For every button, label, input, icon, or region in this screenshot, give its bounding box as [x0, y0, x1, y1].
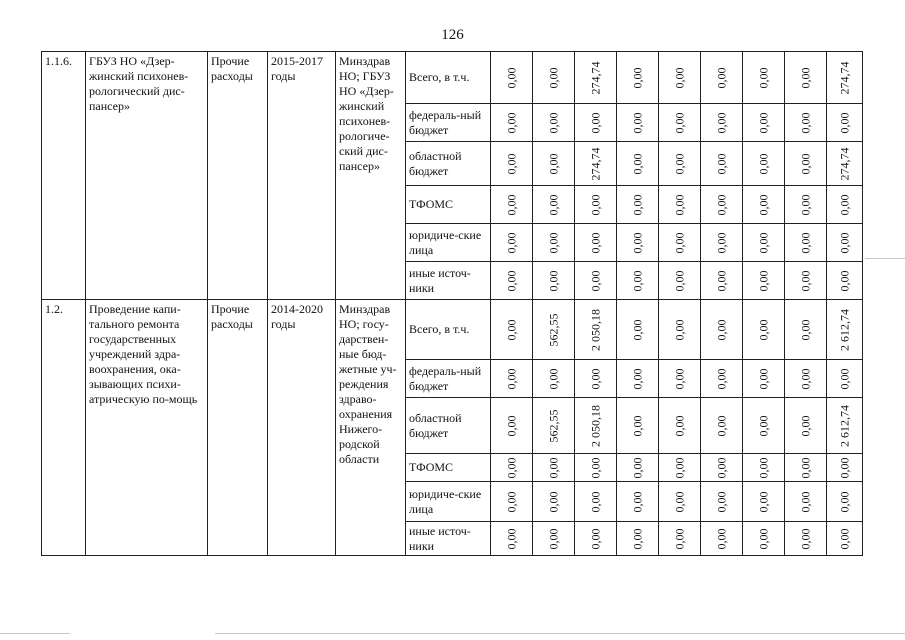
funding-table	[41, 51, 863, 556]
funding-value: 0,00	[672, 491, 686, 512]
funding-value-cell	[491, 398, 533, 454]
funding-value-cell	[827, 300, 863, 360]
funding-value-cell	[743, 224, 785, 262]
funding-value-cell	[659, 52, 701, 104]
activity-name: ГБУЗ НО «Дзер-жинский психонев-рологический дис-пансер»	[86, 52, 208, 300]
funding-value: 0,00	[756, 457, 770, 478]
funding-value-cell	[491, 104, 533, 142]
funding-value-cell	[701, 52, 743, 104]
funding-value: 0,00	[798, 153, 812, 174]
funding-value: 0,00	[714, 368, 728, 389]
funding-value: 0,00	[756, 270, 770, 291]
funding-source: федераль-ный бюджет	[406, 104, 491, 142]
funding-value-cell	[785, 522, 827, 556]
funding-value-cell	[617, 398, 659, 454]
scan-line	[0, 633, 70, 634]
funding-value: 0,00	[672, 415, 686, 436]
funding-value-cell	[701, 300, 743, 360]
funding-value: 0,00	[546, 232, 560, 253]
funding-value: 0,00	[504, 112, 518, 133]
funding-value-cell	[785, 186, 827, 224]
funding-value-cell	[575, 398, 617, 454]
funding-value-cell	[491, 52, 533, 104]
funding-value: 0,00	[546, 457, 560, 478]
funding-value: 0,00	[672, 270, 686, 291]
funding-value-cell	[659, 142, 701, 186]
funding-value: 2 050,18	[588, 404, 602, 447]
funding-value: 0,00	[630, 153, 644, 174]
funding-value: 0,00	[714, 528, 728, 549]
funding-value: 0,00	[714, 457, 728, 478]
funding-value: 274,74	[588, 147, 602, 180]
funding-value-cell	[491, 482, 533, 522]
funding-value: 0,00	[588, 457, 602, 478]
funding-value: 0,00	[798, 194, 812, 215]
funding-value: 0,00	[504, 232, 518, 253]
executor: Минздрав НО; ГБУЗ НО «Дзер-жинский психонев-рологиче-ский дис-пансер»	[336, 52, 406, 300]
funding-value: 0,00	[630, 528, 644, 549]
funding-value-cell	[491, 262, 533, 300]
funding-value: 0,00	[837, 457, 851, 478]
funding-value-cell	[827, 142, 863, 186]
funding-value: 0,00	[756, 528, 770, 549]
funding-value-cell	[659, 224, 701, 262]
funding-value-cell	[827, 104, 863, 142]
funding-value: 0,00	[798, 270, 812, 291]
funding-value: 0,00	[672, 67, 686, 88]
activity-name: Проведение капи-тального ремонта государственных учреждений здра-воохранения, ока-зывающих психи-атрическую по-мощь	[86, 300, 208, 556]
funding-value: 0,00	[546, 67, 560, 88]
table-row	[42, 52, 863, 104]
funding-value: 0,00	[714, 67, 728, 88]
funding-source: федераль-ный бюджет	[406, 360, 491, 398]
funding-source: областной бюджет	[406, 142, 491, 186]
funding-value-cell	[575, 522, 617, 556]
expense-type: Прочие расходы	[208, 52, 268, 300]
funding-value-cell	[491, 224, 533, 262]
funding-value: 562,55	[546, 313, 560, 346]
funding-value-cell	[575, 454, 617, 482]
funding-value-cell	[659, 482, 701, 522]
funding-value: 0,00	[798, 457, 812, 478]
funding-value: 0,00	[630, 457, 644, 478]
funding-value: 0,00	[798, 67, 812, 88]
funding-value-cell	[533, 104, 575, 142]
funding-value: 0,00	[504, 67, 518, 88]
funding-value: 0,00	[714, 270, 728, 291]
funding-value-cell	[659, 454, 701, 482]
funding-value: 0,00	[630, 194, 644, 215]
funding-source: ТФОМС	[406, 454, 491, 482]
funding-value: 0,00	[546, 368, 560, 389]
funding-value: 0,00	[756, 153, 770, 174]
funding-value-cell	[785, 454, 827, 482]
funding-value-cell	[533, 262, 575, 300]
funding-value: 0,00	[756, 232, 770, 253]
funding-value-cell	[533, 360, 575, 398]
funding-value-cell	[743, 522, 785, 556]
funding-value: 0,00	[588, 491, 602, 512]
funding-value-cell	[533, 398, 575, 454]
funding-value: 0,00	[756, 194, 770, 215]
funding-value: 0,00	[714, 232, 728, 253]
funding-value: 0,00	[546, 528, 560, 549]
funding-value: 0,00	[546, 112, 560, 133]
funding-value-cell	[659, 104, 701, 142]
funding-value-cell	[743, 142, 785, 186]
funding-value: 0,00	[798, 491, 812, 512]
funding-value-cell	[827, 224, 863, 262]
funding-value-cell	[659, 300, 701, 360]
funding-value-cell	[659, 360, 701, 398]
funding-value: 562,55	[546, 409, 560, 442]
funding-value: 0,00	[588, 232, 602, 253]
funding-value: 0,00	[672, 232, 686, 253]
funding-value: 0,00	[756, 112, 770, 133]
funding-value-cell	[701, 142, 743, 186]
funding-source: Всего, в т.ч.	[406, 300, 491, 360]
funding-value: 0,00	[714, 153, 728, 174]
funding-value-cell	[533, 52, 575, 104]
funding-value: 0,00	[714, 319, 728, 340]
funding-value-cell	[785, 104, 827, 142]
funding-value: 0,00	[504, 528, 518, 549]
implementation-period: 2015-2017 годы	[268, 52, 336, 300]
funding-value-cell	[617, 300, 659, 360]
funding-value-cell	[701, 454, 743, 482]
funding-value: 0,00	[837, 270, 851, 291]
funding-value: 0,00	[798, 415, 812, 436]
funding-value-cell	[617, 186, 659, 224]
funding-source: Всего, в т.ч.	[406, 52, 491, 104]
funding-value: 0,00	[504, 415, 518, 436]
funding-value-cell	[743, 262, 785, 300]
expense-type: Прочие расходы	[208, 300, 268, 556]
funding-value-cell	[701, 262, 743, 300]
funding-value-cell	[617, 224, 659, 262]
funding-value: 0,00	[588, 270, 602, 291]
funding-value: 0,00	[672, 194, 686, 215]
funding-value-cell	[743, 398, 785, 454]
funding-value-cell	[827, 52, 863, 104]
funding-source: юридиче-ские лица	[406, 224, 491, 262]
funding-value-cell	[491, 454, 533, 482]
funding-value: 0,00	[630, 270, 644, 291]
funding-value-cell	[617, 142, 659, 186]
funding-value-cell	[491, 142, 533, 186]
scan-line	[865, 258, 905, 259]
funding-value-cell	[491, 186, 533, 224]
row-code: 1.1.6.	[42, 52, 86, 300]
funding-value: 274,74	[837, 147, 851, 180]
funding-value-cell	[743, 104, 785, 142]
funding-value-cell	[659, 398, 701, 454]
funding-value-cell	[659, 522, 701, 556]
funding-value-cell	[533, 482, 575, 522]
funding-value-cell	[701, 360, 743, 398]
funding-value-cell	[575, 186, 617, 224]
funding-value: 0,00	[546, 491, 560, 512]
funding-source: ТФОМС	[406, 186, 491, 224]
funding-value: 0,00	[672, 153, 686, 174]
funding-value: 0,00	[756, 491, 770, 512]
scan-line	[215, 633, 905, 634]
funding-value-cell	[617, 262, 659, 300]
funding-value: 0,00	[798, 112, 812, 133]
funding-value-cell	[491, 522, 533, 556]
funding-value-cell	[617, 52, 659, 104]
funding-value: 0,00	[714, 415, 728, 436]
funding-value-cell	[659, 262, 701, 300]
funding-value-cell	[827, 522, 863, 556]
funding-value-cell	[533, 300, 575, 360]
funding-value-cell	[575, 300, 617, 360]
funding-value: 274,74	[837, 61, 851, 94]
funding-value-cell	[743, 52, 785, 104]
funding-value: 0,00	[714, 491, 728, 512]
funding-value-cell	[575, 52, 617, 104]
funding-value: 274,74	[588, 61, 602, 94]
funding-value: 0,00	[714, 194, 728, 215]
funding-value: 0,00	[546, 194, 560, 215]
funding-value-cell	[575, 224, 617, 262]
funding-value: 2 612,74	[837, 404, 851, 447]
implementation-period: 2014-2020 годы	[268, 300, 336, 556]
funding-value-cell	[491, 300, 533, 360]
funding-value-cell	[617, 482, 659, 522]
funding-value-cell	[575, 142, 617, 186]
funding-value: 0,00	[588, 528, 602, 549]
funding-source: юридиче-ские лица	[406, 482, 491, 522]
funding-value: 0,00	[630, 491, 644, 512]
funding-value: 0,00	[504, 319, 518, 340]
funding-value-cell	[701, 398, 743, 454]
funding-value: 0,00	[504, 491, 518, 512]
funding-value-cell	[743, 454, 785, 482]
funding-value: 0,00	[798, 232, 812, 253]
funding-value-cell	[827, 482, 863, 522]
funding-value-cell	[575, 104, 617, 142]
funding-value: 2 612,74	[837, 308, 851, 351]
funding-value-cell	[827, 454, 863, 482]
funding-value-cell	[617, 454, 659, 482]
funding-value-cell	[701, 522, 743, 556]
funding-value: 0,00	[588, 368, 602, 389]
funding-value: 0,00	[837, 112, 851, 133]
funding-value-cell	[533, 454, 575, 482]
funding-value-cell	[827, 360, 863, 398]
funding-value-cell	[533, 186, 575, 224]
funding-value-cell	[827, 262, 863, 300]
funding-value: 0,00	[588, 112, 602, 133]
funding-value: 0,00	[546, 153, 560, 174]
funding-value-cell	[575, 482, 617, 522]
funding-value-cell	[785, 142, 827, 186]
funding-value: 0,00	[837, 491, 851, 512]
funding-value-cell	[533, 522, 575, 556]
funding-value-cell	[617, 360, 659, 398]
funding-value-cell	[743, 300, 785, 360]
funding-value-cell	[785, 300, 827, 360]
funding-source: иные источ-ники	[406, 262, 491, 300]
funding-value: 0,00	[630, 319, 644, 340]
funding-value-cell	[827, 398, 863, 454]
funding-value: 0,00	[630, 232, 644, 253]
funding-value: 0,00	[837, 194, 851, 215]
page-number: 126	[441, 27, 464, 43]
funding-value: 0,00	[837, 528, 851, 549]
funding-value: 0,00	[837, 368, 851, 389]
funding-value: 0,00	[756, 415, 770, 436]
funding-value: 0,00	[672, 528, 686, 549]
funding-value-cell	[785, 224, 827, 262]
funding-value-cell	[785, 482, 827, 522]
funding-value: 0,00	[798, 368, 812, 389]
funding-value: 0,00	[630, 112, 644, 133]
funding-value: 0,00	[756, 67, 770, 88]
funding-value: 0,00	[672, 368, 686, 389]
funding-value-cell	[785, 52, 827, 104]
funding-value-cell	[575, 360, 617, 398]
funding-source: иные источ-ники	[406, 522, 491, 556]
funding-value: 0,00	[798, 528, 812, 549]
funding-value-cell	[533, 142, 575, 186]
funding-value-cell	[701, 224, 743, 262]
funding-value: 0,00	[798, 319, 812, 340]
funding-value: 0,00	[630, 67, 644, 88]
funding-value-cell	[785, 262, 827, 300]
funding-value-cell	[701, 104, 743, 142]
funding-value-cell	[701, 482, 743, 522]
funding-value: 0,00	[672, 319, 686, 340]
funding-value-cell	[491, 360, 533, 398]
funding-value-cell	[743, 360, 785, 398]
funding-value: 0,00	[837, 232, 851, 253]
funding-source: областной бюджет	[406, 398, 491, 454]
funding-value-cell	[617, 522, 659, 556]
funding-value-cell	[743, 482, 785, 522]
funding-value: 2 050,18	[588, 308, 602, 351]
funding-value-cell	[617, 104, 659, 142]
funding-value: 0,00	[630, 368, 644, 389]
funding-value: 0,00	[546, 270, 560, 291]
funding-value-cell	[533, 224, 575, 262]
funding-value: 0,00	[756, 319, 770, 340]
funding-value: 0,00	[714, 112, 728, 133]
funding-value: 0,00	[756, 368, 770, 389]
funding-value: 0,00	[672, 457, 686, 478]
funding-value-cell	[785, 360, 827, 398]
funding-value: 0,00	[504, 270, 518, 291]
row-code: 1.2.	[42, 300, 86, 556]
funding-value-cell	[575, 262, 617, 300]
executor: Минздрав НО; госу-дарствен-ные бюд-жетные уч-реждения здраво-охранения Нижего-родской области	[336, 300, 406, 556]
funding-value: 0,00	[504, 194, 518, 215]
funding-value-cell	[827, 186, 863, 224]
funding-value: 0,00	[504, 153, 518, 174]
funding-value-cell	[785, 398, 827, 454]
funding-value: 0,00	[504, 457, 518, 478]
funding-value: 0,00	[504, 368, 518, 389]
funding-value-cell	[743, 186, 785, 224]
funding-value: 0,00	[630, 415, 644, 436]
table-row	[42, 300, 863, 360]
funding-value-cell	[701, 186, 743, 224]
funding-value: 0,00	[588, 194, 602, 215]
funding-value-cell	[659, 186, 701, 224]
funding-value: 0,00	[672, 112, 686, 133]
